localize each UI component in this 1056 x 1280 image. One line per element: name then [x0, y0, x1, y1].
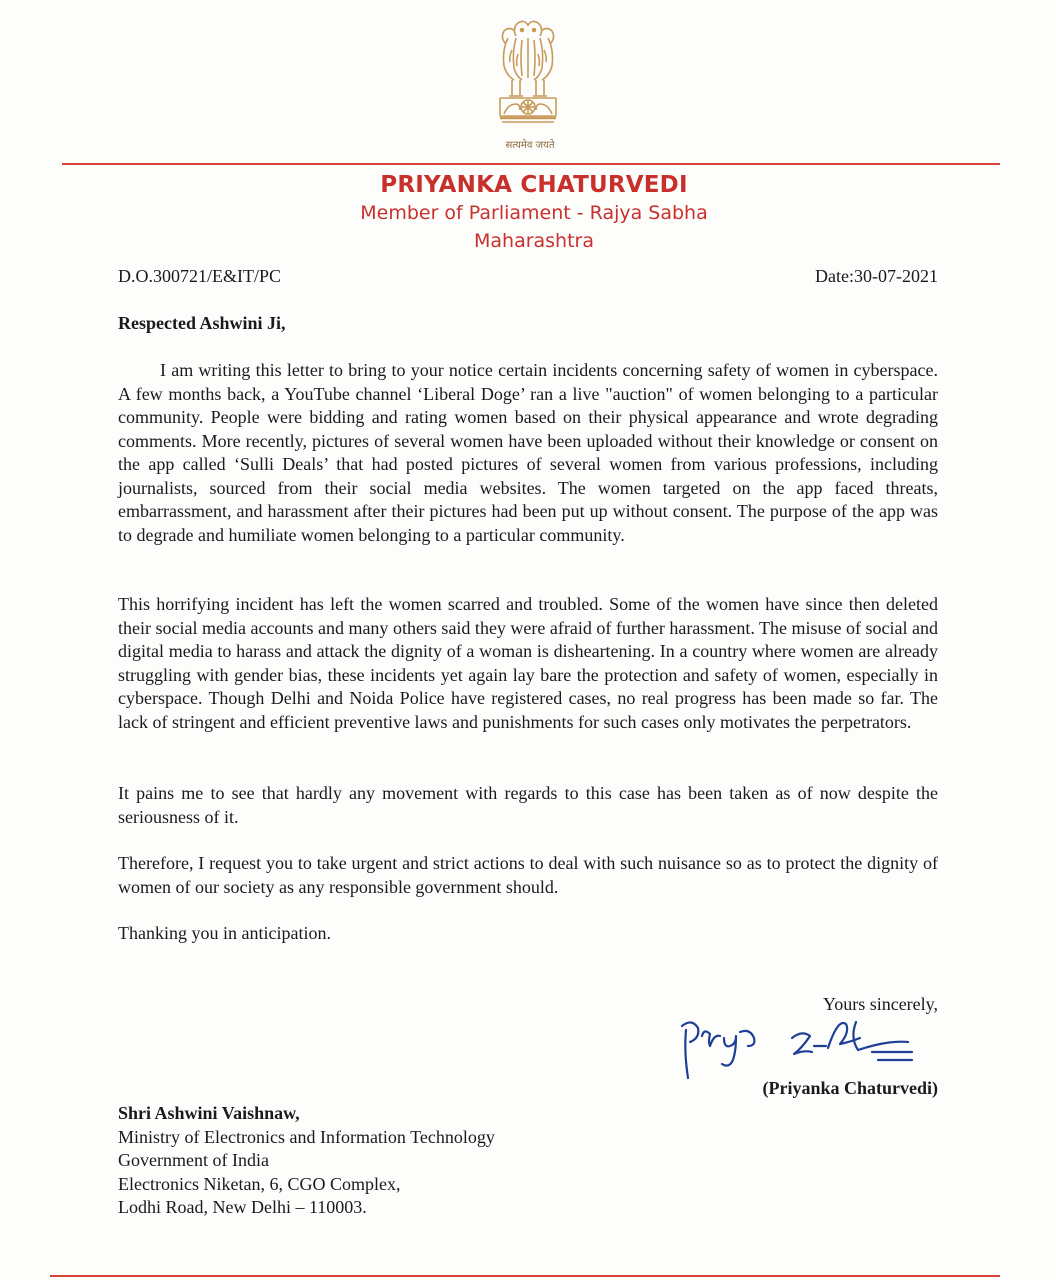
body-paragraph-2: This horrifying incident has left the women scarred and troubled. Some of the women have since then deleted their social media accounts and many others said they were afraid of further harassment. The misuse of social and digital media to harass and attack the dignity of a woman is disheartening. In a country where women are already struggling with gender bias, these incidents yet again lay bare the protection and safety of women, especially in cyberspace. Though Delhi and Noida Police have registered cases, no real progress has been made so far. The lack of stringent and efficient preventive laws and punishments for such cases only motivates the perpetrators. [118, 594, 938, 732]
reference-number: D.O.300721/E&IT/PC [118, 266, 282, 286]
letterhead-state: Maharashtra [473, 230, 595, 252]
recipient-name: Shri Ashwini Vaishnaw, [118, 1103, 300, 1123]
letterhead-divider-bottom [50, 1275, 1000, 1277]
letterhead-name: PRIYANKA CHATURVEDI [380, 172, 688, 198]
letterhead-role: Member of Parliament - Rajya Sabha [360, 202, 708, 224]
recipient-line-3: Electronics Niketan, 6, CGO Complex, [118, 1173, 401, 1194]
national-emblem-icon [478, 14, 578, 154]
emblem-motto: सत्यमेव जयते [505, 140, 555, 151]
body-paragraph-3: It pains me to see that hardly any movement with regards to this case has been taken as of now despite the seriousness of it. [118, 783, 938, 827]
recipient-line-1: Ministry of Electronics and Information Technology [118, 1126, 495, 1147]
letter-date: Date:30-07-2021 [815, 266, 938, 286]
body-paragraph-1: I am writing this letter to bring to your notice certain incidents concerning safety of women in cyberspace. A few months back, a YouTube channel ‘Liberal Doge’ ran a live "auction" of women belonging to a particular community. People were bidding and rating women based on their physical appearance and wrote degrading comments. More recently, pictures of several women have been uploaded without their knowledge or consent on the app called ‘Sulli Deals’ that had posted pictures of several women from various professions, including journalists, sourced from their social media websites. The women targeted on the app faced threats, embarrassment, and harassment after their pictures had been put up without consent. The purpose of the app was to degrade and humiliate women belonging to a particular community. [118, 360, 938, 545]
closing: Yours sincerely, [823, 994, 938, 1014]
body-paragraph-4: Therefore, I request you to take urgent and strict actions to deal with such nuisance so as to protect the dignity of women of our society as any responsible government should. [118, 853, 938, 897]
recipient-line-2: Government of India [118, 1150, 269, 1170]
recipient-line-4: Lodhi Road, New Delhi – 110003. [118, 1197, 367, 1217]
body-paragraph-5: Thanking you in anticipation. [118, 923, 331, 943]
recipient-address [118, 1102, 495, 1220]
handwritten-signature [672, 1008, 942, 1084]
letterhead-divider-top [62, 163, 1000, 165]
salutation: Respected Ashwini Ji, [118, 313, 286, 333]
signer-name: (Priyanka Chaturvedi) [762, 1078, 938, 1098]
